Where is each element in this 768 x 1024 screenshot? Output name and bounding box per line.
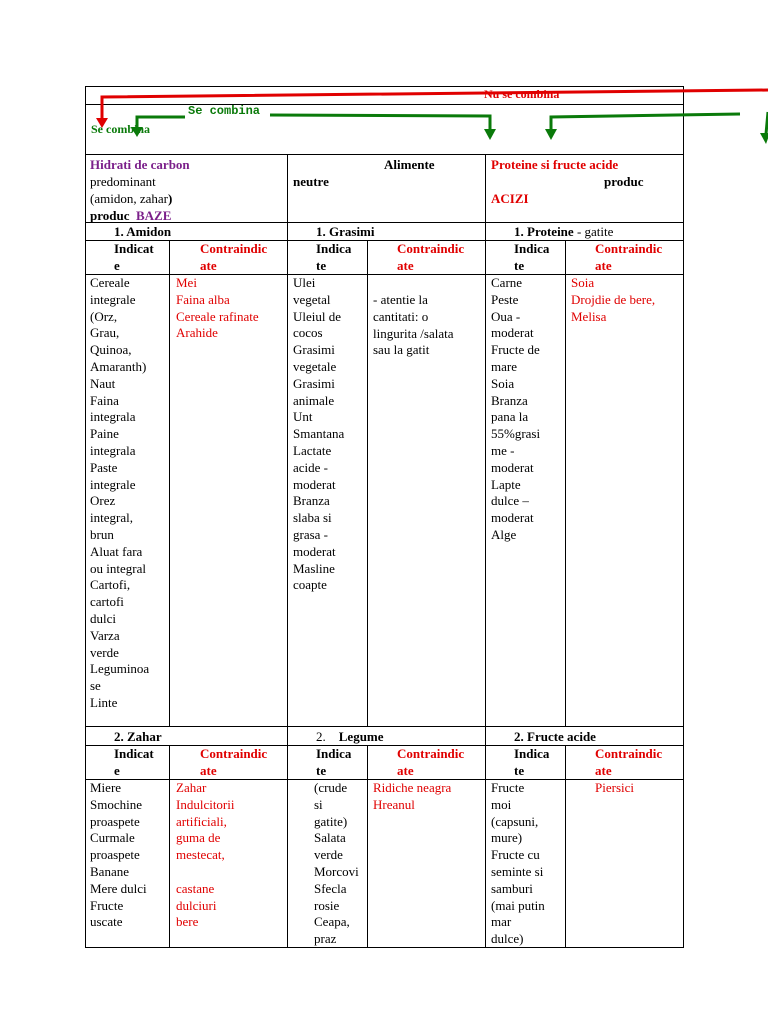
s1-c3-indicate-label: Indica te [514,241,550,273]
green-arrowhead-right [545,129,557,140]
s1-c2-indicate-label: Indica te [316,241,352,273]
s2-c2-contra-label: Contraindic ate [397,746,465,778]
header-col1 [90,156,190,224]
s1-c3-contra: Soia Drojdie de bere, Melisa [571,275,656,324]
section2-col3-title: 2. Fructe acide [514,729,596,744]
hidrati-title: Hidrati de carbon [90,157,190,172]
hidrati-line4: produc BAZE [90,208,172,223]
header-col3-title: Proteine si fructe acide [491,157,619,172]
s1-c2-contra: - atentie la cantitati: o lingurita /salata sau la gatit [373,292,454,358]
s1-c1-contra-label: Contraindic ate [200,241,268,273]
s2-c2-contra: Ridiche neagra Hreanul [373,780,452,812]
s2-c2-indicate-label: Indica te [316,746,352,778]
section1-col3-title: 1. Proteine - gatite [514,224,614,239]
s2-c3-contra: Piersici [595,780,634,795]
s2-c2-indicate: (crude si gatite) Salata verde Morcovi Sfecla rosie Ceapa, praz [314,780,359,947]
s1-c1-contra: Mei Faina alba Cereale rafinate Arahide [176,275,259,341]
nu-se-combina-label: Nu se combina [484,87,560,101]
section2-col2-title: 2. Legume [316,729,384,744]
section1-col1-title: 1. Amidon [114,224,172,239]
s2-c1-contra: Zahar Indulcitorii artificiali, guma de mestecat, castane dulciuri bere [176,780,235,930]
green-arrowhead-mid [484,129,496,140]
s2-c3-indicate: Fructe moi (capsuni, mure) Fructe cu seminte si samburi (mai putin mar dulce) [491,780,545,947]
se-combina-label-left: Se combina [91,122,151,136]
s1-c1-indicate: Cereale integrale (Orz, Grau, Quinoa, Amaranth) Naut Faina integrala Paine integrala Paste integrale Orez integral, brun Aluat fara ou integral Cartofi, cartofi dulci Varza verde Leguminoa se Linte [90,275,150,710]
s2-c1-indicate: Miere Smochine proaspete Curmale proaspete Banane Mere dulci Fructe uscate [90,780,147,930]
header-col2-line2: neutre [293,174,329,189]
hidrati-line3: (amidon, zahar) [90,191,173,206]
section2-col1-title: 2. Zahar [114,729,162,744]
s1-c2-contra-label: Contraindic ate [397,241,465,273]
s2-c3-contra-label: Contraindic ate [595,746,663,778]
se-combina-label-top: Se combina [188,104,261,118]
s2-c3-indicate-label: Indica te [514,746,550,778]
s1-c1-indicate-label: Indicat e [114,241,154,273]
s2-c1-indicate-label: Indicat e [114,746,154,778]
header-col3-line3: ACIZI [491,191,529,206]
s2-c1-contra-label: Contraindic ate [200,746,268,778]
green-arrowhead-edge [760,133,768,144]
header-col2-title: Alimente [384,157,435,172]
hidrati-line2: predominant [90,174,156,189]
header-col3-line2: produc [604,174,644,189]
s1-c2-indicate: Ulei vegetal Uleiul de cocos Grasimi vegetale Grasimi animale Unt Smantana Lactate acide - moderat Branza slaba si grasa - moderat Masline coapte [293,275,345,593]
s1-c3-indicate: Carne Peste Oua - moderat Fructe de mare Soia Branza pana la 55%grasi me - moderat Lapte dulce – moderat Alge [491,275,541,542]
s1-c3-contra-label: Contraindic ate [595,241,663,273]
section1-col2-title: 1. Grasimi [316,224,375,239]
